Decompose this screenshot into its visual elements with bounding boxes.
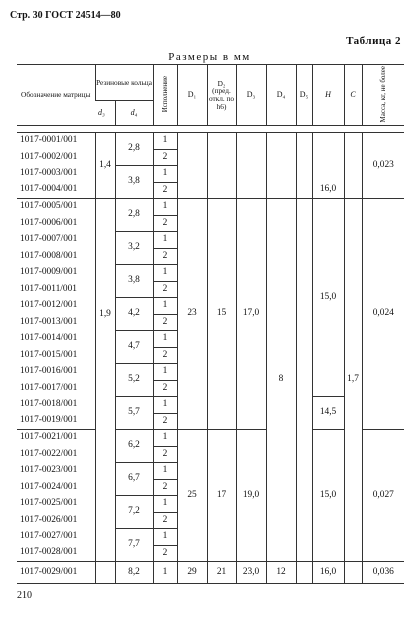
row-designation: 1017-0023/001: [20, 465, 78, 476]
version-value: 1: [153, 199, 177, 216]
d4-value: 2,8: [115, 133, 153, 166]
D2-value: 17: [207, 430, 236, 562]
row-designation: 1017-0011/001: [20, 283, 77, 294]
version-value: 1: [153, 265, 177, 282]
row-designation: 1017-0028/001: [20, 547, 78, 558]
d4-value: 4,2: [115, 298, 153, 331]
row-designation: 1017-0002/001: [20, 151, 78, 162]
col-H: H: [312, 65, 344, 126]
col-D1: D₁: [177, 65, 207, 126]
row-designation: 1017-0013/001: [20, 316, 78, 327]
D3-value: 19,0: [236, 430, 266, 562]
version-value: 2: [153, 413, 177, 430]
d4-value: 4,7: [115, 331, 153, 364]
C-empty: [344, 133, 362, 199]
row-designation: 1017-0029/001: [17, 562, 95, 584]
units-caption: Размеры в мм: [168, 51, 251, 63]
H-value: 16,0: [312, 562, 344, 584]
row-designation: 1017-0004/001: [20, 184, 78, 195]
mass-value: 0,024: [362, 199, 404, 430]
D1-empty: [177, 133, 207, 199]
row-designation: 1017-0027/001: [20, 531, 78, 542]
d4-value: 3,2: [115, 232, 153, 265]
D2-value: 15: [207, 199, 236, 430]
version-value: 1: [153, 562, 177, 584]
page-header: Стр. 30 ГОСТ 24514—80: [10, 10, 121, 21]
row-designation: 1017-0014/001: [20, 333, 78, 344]
version-value: 2: [153, 149, 177, 166]
version-value: 1: [153, 397, 177, 414]
mass-value: 0,023: [362, 133, 404, 199]
row-designation: 1017-0001/001: [17, 133, 95, 150]
version-value: 2: [153, 281, 177, 298]
col-D5: D₅: [296, 65, 312, 126]
d4-value: 7,2: [115, 496, 153, 529]
row-designation: 1017-0007/001: [20, 234, 78, 245]
d4-value: 3,8: [115, 265, 153, 298]
row-designation: 1017-0025/001: [20, 498, 78, 509]
row-designation: 1017-0018/001: [20, 399, 78, 410]
version-value: 1: [153, 364, 177, 381]
row-designation: 1017-0017/001: [20, 382, 78, 393]
row-designation: 1017-0021/001: [17, 430, 95, 447]
col-D4: D₄: [266, 65, 296, 126]
col-mass: Масса, кг, не более: [362, 65, 404, 126]
H-value: 15,0: [312, 430, 344, 562]
row-designation: 1017-0024/001: [20, 481, 78, 492]
version-value: 1: [153, 430, 177, 447]
version-value: 1: [153, 133, 177, 150]
row-designation: 1017-0019/001: [20, 415, 78, 426]
col-d4: d₄: [115, 100, 153, 125]
version-value: 1: [153, 529, 177, 546]
D5-empty: [296, 199, 312, 562]
D5-empty: [296, 133, 312, 199]
D3-empty: [236, 133, 266, 199]
D1-value: 23: [177, 199, 207, 430]
row-designation: 1017-0003/001: [20, 168, 78, 179]
version-value: 2: [153, 182, 177, 199]
version-value: 2: [153, 248, 177, 265]
col-designation: Обозначение матрицы: [17, 65, 95, 126]
version-value: 2: [153, 512, 177, 529]
version-value: 2: [153, 380, 177, 397]
d4-value: 5,7: [115, 397, 153, 430]
d4-value: 2,8: [115, 199, 153, 232]
d4-value: 3,8: [115, 166, 153, 199]
dimensions-table: [17, 64, 404, 584]
row-designation: 1017-0008/001: [20, 250, 78, 261]
col-d3: d₃: [95, 100, 115, 125]
mass-value: 0,027: [362, 430, 404, 562]
d4-value: 8,2: [115, 562, 153, 584]
version-value: 1: [153, 331, 177, 348]
col-rubber-rings: Резиновые кольца: [95, 65, 153, 101]
C-value: 1,7: [344, 199, 362, 562]
version-value: 2: [153, 215, 177, 232]
H-value: 15,0: [312, 199, 344, 397]
D1-value: 29: [177, 562, 207, 584]
row-designation: 1017-0012/001: [20, 300, 78, 311]
D2-value: 21: [207, 562, 236, 584]
D2-empty: [207, 133, 236, 199]
row-designation: 1017-0016/001: [20, 366, 78, 377]
version-value: 1: [153, 298, 177, 315]
row-designation: 1017-0006/001: [20, 217, 78, 228]
version-value: 1: [153, 166, 177, 183]
row-designation: 1017-0026/001: [20, 514, 78, 525]
row-designation: 1017-0009/001: [20, 267, 78, 278]
version-value: 1: [153, 463, 177, 480]
col-C: C: [344, 65, 362, 126]
d4-value: 6,7: [115, 463, 153, 496]
d3-empty: [95, 562, 115, 584]
col-D2: D₂ (пред. откл. по h6): [207, 65, 236, 126]
d4-value: 6,2: [115, 430, 153, 463]
row-designation: 1017-0005/001: [17, 199, 95, 216]
D4-empty: [266, 133, 296, 199]
H-value: 14,5: [312, 397, 344, 430]
version-value: 2: [153, 314, 177, 331]
row-designation: 1017-0015/001: [20, 349, 78, 360]
col-version: Исполнение: [153, 65, 177, 126]
D4-value: 8: [266, 199, 296, 562]
D4-value: 12: [266, 562, 296, 584]
D3-value: 17,0: [236, 199, 266, 430]
D5-empty: [296, 562, 312, 584]
table-title: Таблица 2: [346, 35, 401, 47]
d3-value: 1,9: [95, 199, 115, 430]
d3-empty: [95, 430, 115, 562]
C-empty: [344, 562, 362, 584]
version-value: 2: [153, 545, 177, 562]
d3-value: 1,4: [95, 133, 115, 199]
col-D3: D₃: [236, 65, 266, 126]
version-value: 2: [153, 446, 177, 463]
page-number: 210: [17, 590, 32, 601]
D3-value: 23,0: [236, 562, 266, 584]
version-value: 2: [153, 479, 177, 496]
d4-value: 5,2: [115, 364, 153, 397]
row-designation: 1017-0022/001: [20, 448, 78, 459]
version-value: 1: [153, 232, 177, 249]
mass-value: 0,036: [362, 562, 404, 584]
version-value: 2: [153, 347, 177, 364]
H-value: 16,0: [312, 133, 344, 199]
version-value: 1: [153, 496, 177, 513]
D1-value: 25: [177, 430, 207, 562]
d4-value: 7,7: [115, 529, 153, 562]
